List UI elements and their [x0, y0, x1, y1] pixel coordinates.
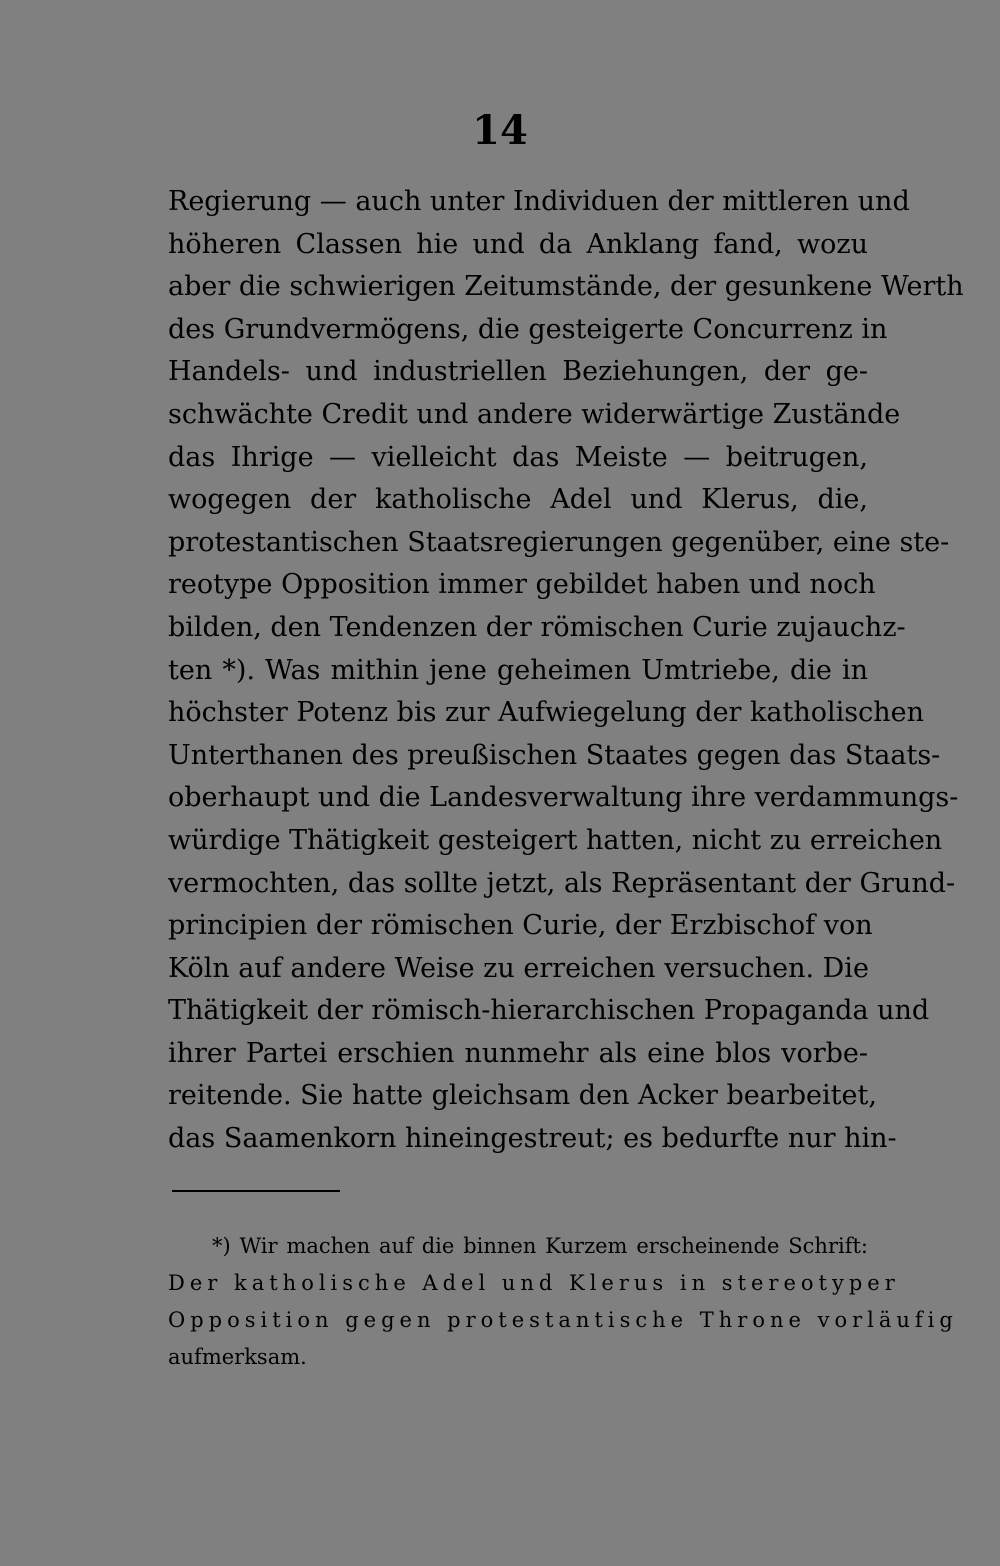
- text-line: das Ihrige — vielleicht das Meiste — beitrugen,: [168, 441, 868, 473]
- text-line: das Saamenkorn hineingestreut; es bedurfte nur hin-: [168, 1123, 897, 1155]
- footnote-rule: [172, 1190, 340, 1192]
- footnote-line: aufmerksam.: [168, 1345, 307, 1369]
- text-line: würdige Thätigkeit gesteigert hatten, nicht zu erreichen: [168, 824, 943, 856]
- footnote-line: Der katholische Adel und Klerus in stereotyper: [168, 1271, 900, 1295]
- footnote-line: Opposition gegen protestantische Throne vorläufig: [168, 1308, 958, 1332]
- text-line: höheren Classen hie und da Anklang fand, wozu: [168, 228, 868, 260]
- text-line: schwächte Credit und andere widerwärtige Zustände: [168, 398, 901, 430]
- text-line: oberhaupt und die Landesverwaltung ihre verdammungs-: [168, 782, 959, 814]
- text-line: Regierung — auch unter Individuen der mittleren und: [168, 186, 910, 217]
- text-line: ihrer Partei erschien nunmehr als eine blos vorbe-: [168, 1037, 868, 1069]
- page-number: 14: [472, 107, 528, 154]
- text-line: des Grundvermögens, die gesteigerte Concurrenz in: [168, 313, 888, 345]
- text-line: wogegen der katholische Adel und Klerus, die,: [168, 484, 868, 516]
- text-line: Handels- und industriellen Beziehungen, der ge-: [168, 356, 868, 388]
- footnote: [168, 1228, 958, 1376]
- text-line: reitende. Sie hatte gleichsam den Acker bearbeitet,: [168, 1080, 877, 1112]
- text-line: aber die schwierigen Zeitumstände, der gesunkene Werth: [168, 271, 964, 303]
- text-line: principien der römischen Curie, der Erzbischof von: [168, 910, 873, 942]
- footnote-line: *) Wir machen auf die binnen Kurzem erscheinende Schrift:: [212, 1234, 868, 1258]
- text-line: Thätigkeit der römisch-hierarchischen Propaganda und: [168, 995, 930, 1027]
- text-line: reotype Opposition immer gebildet haben und noch: [168, 569, 876, 601]
- text-line: Köln auf andere Weise zu erreichen versuchen. Die: [168, 952, 869, 984]
- text-line: vermochten, das sollte jetzt, als Repräsentant der Grund-: [168, 867, 956, 899]
- text-line: Unterthanen des preußischen Staates gegen das Staats-: [168, 739, 941, 771]
- text-line: protestantischen Staatsregierungen gegenüber, eine ste-: [168, 526, 950, 558]
- text-line: ten *). Was mithin jene geheimen Umtriebe, die in: [168, 654, 868, 686]
- text-line: bilden, den Tendenzen der römischen Curie zujauchz-: [168, 611, 906, 643]
- text-line: höchster Potenz bis zur Aufwiegelung der katholischen: [168, 697, 924, 729]
- body-text: [168, 181, 964, 1161]
